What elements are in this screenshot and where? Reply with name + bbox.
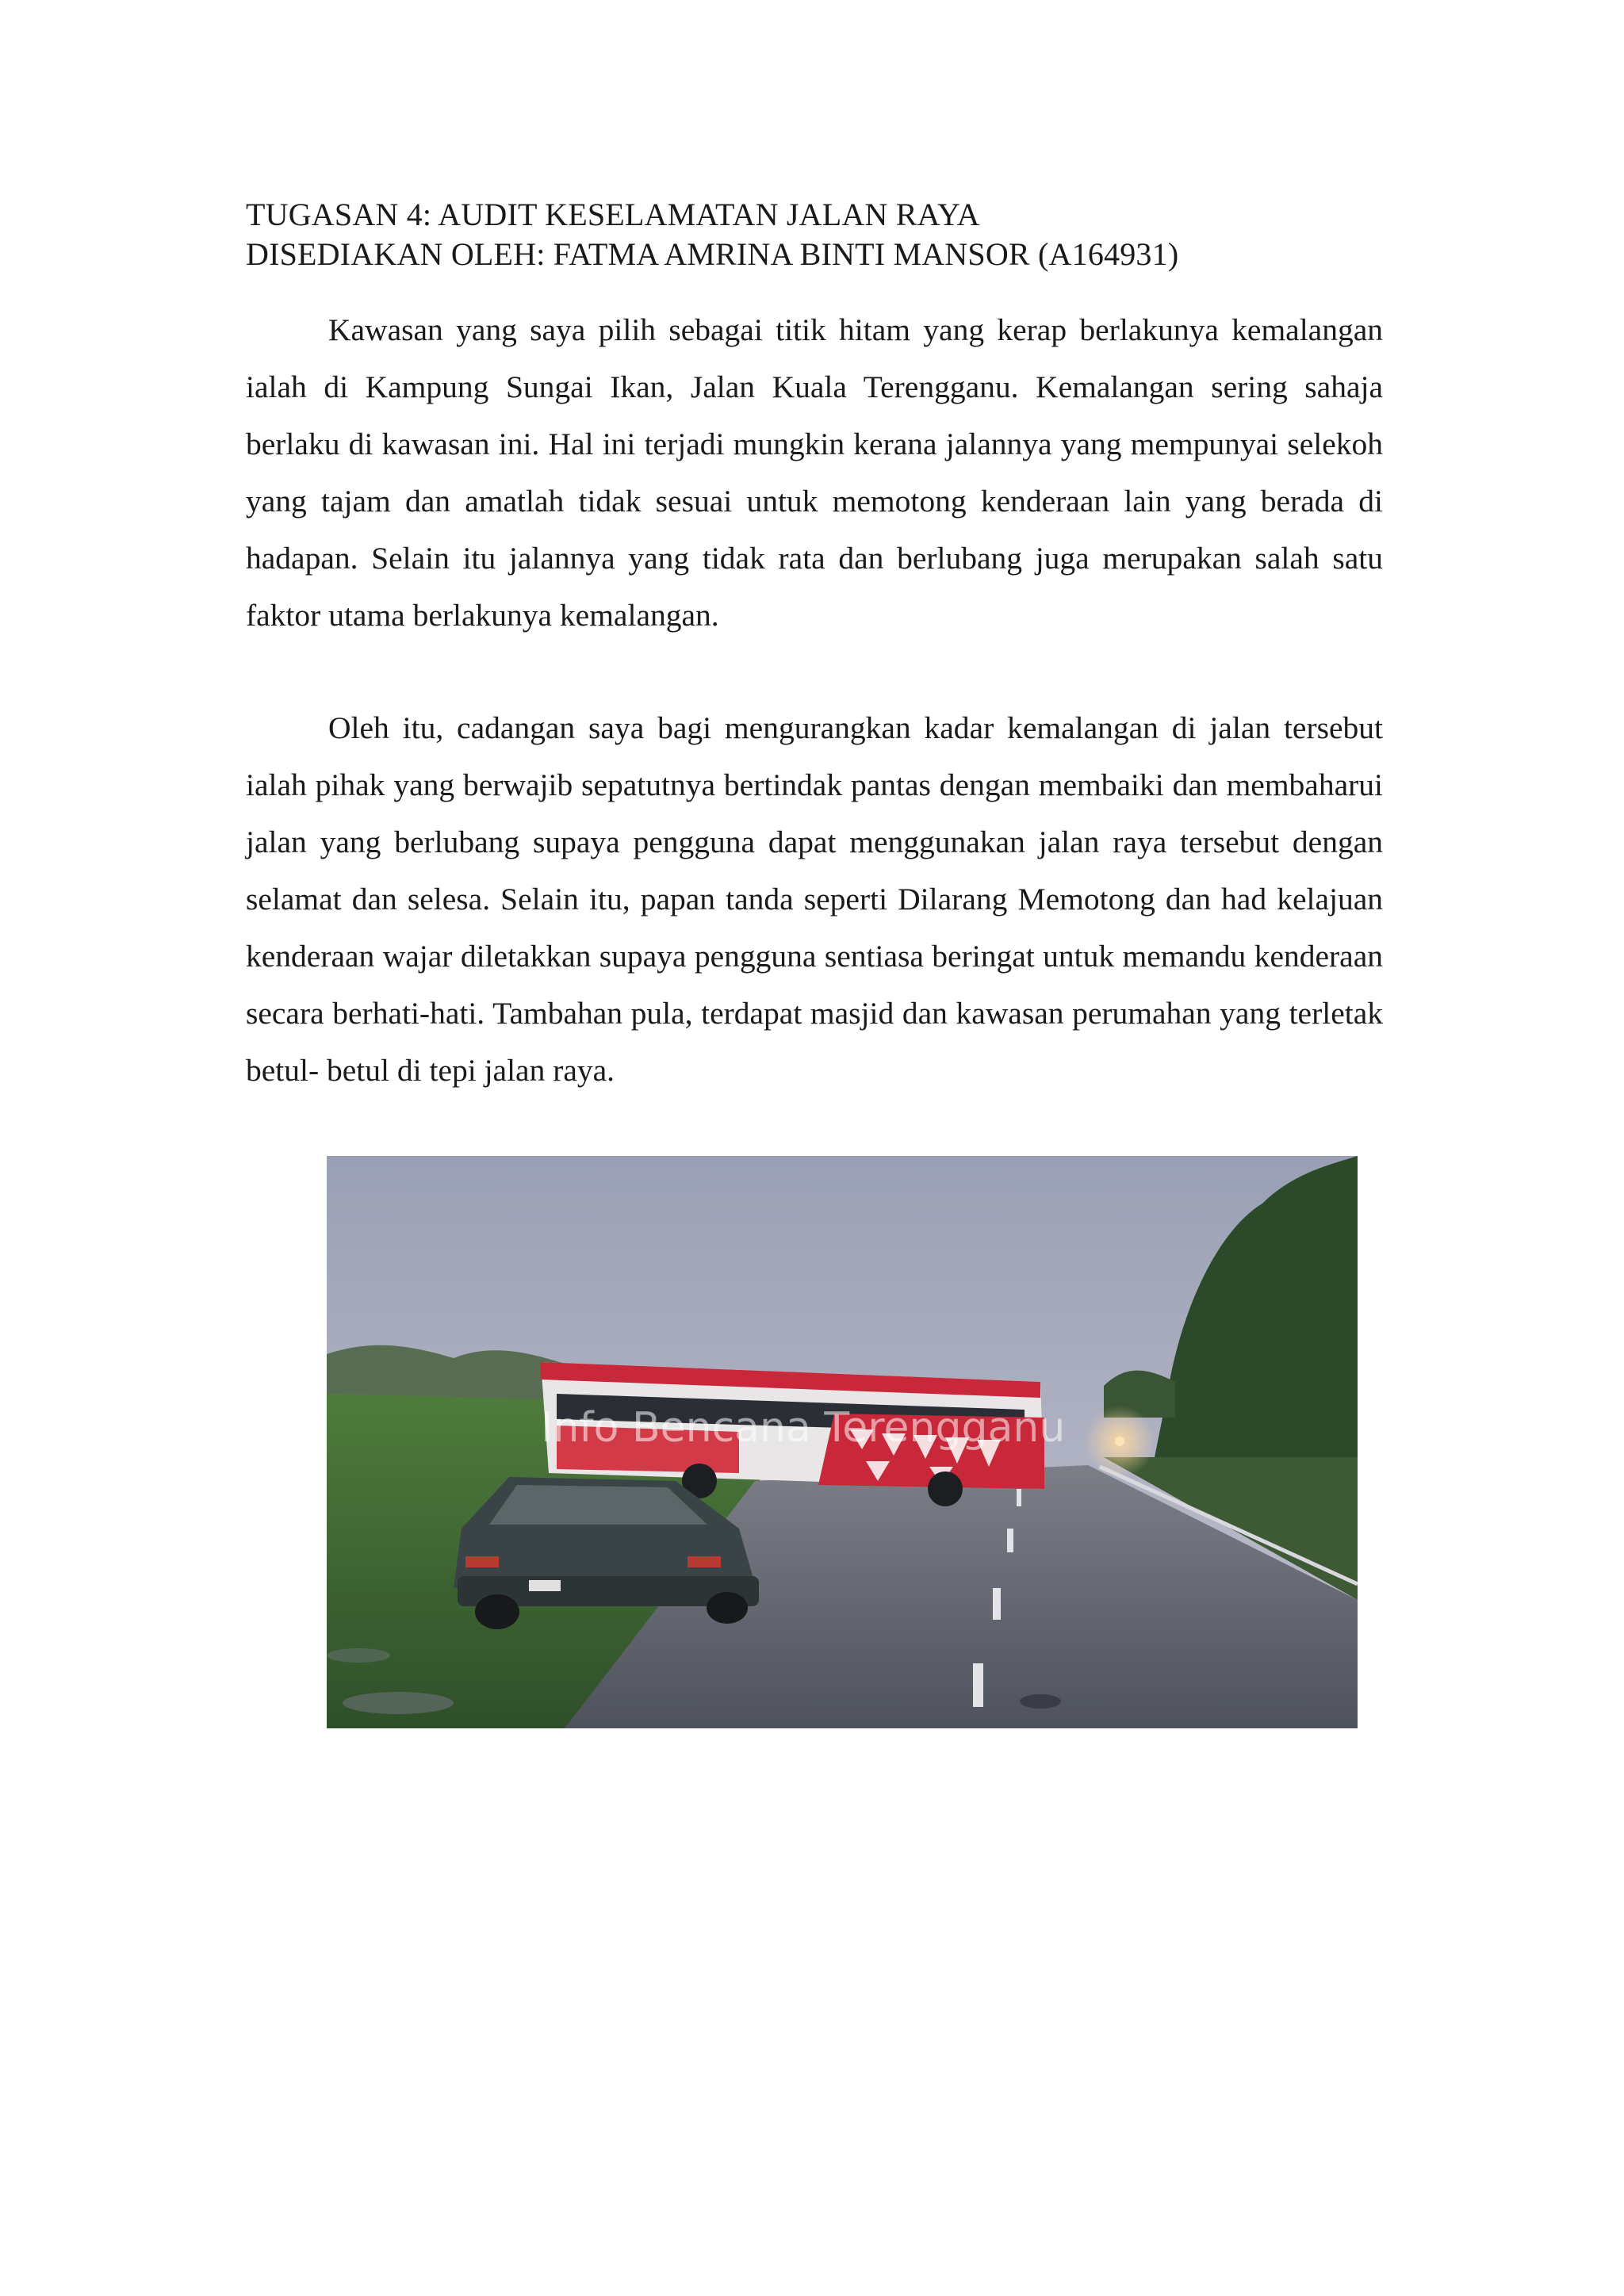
- author-line: DISEDIAKAN OLEH: FATMA AMRINA BINTI MANSOR (A164931): [246, 236, 1179, 272]
- assignment-title: TUGASAN 4: AUDIT KESELAMATAN JALAN RAYA: [246, 197, 980, 232]
- paragraph-2: Oleh itu, cadangan saya bagi mengurangkan kadar kemalangan di jalan tersebut ialah pihak yang berwajib sepatutnya bertindak pantas dengan membaiki dan membaharui jalan yang berlubang supaya pengguna dapat menggunakan jalan raya tersebut dengan selamat dan selesa. Selain itu, papan tanda seperti Dilarang Memotong dan had kelajuan kenderaan wajar diletakkan supaya pengguna sentiasa beringat untuk memandu kenderaan secara berhati-hati. Tambahan pula, terdapat masjid dan kawasan perumahan yang terletak betul- betul di tepi jalan raya.: [246, 710, 1383, 1088]
- paragraph-1: Kawasan yang saya pilih sebagai titik hitam yang kerap berlakunya kemalangan ialah di Kampung Sungai Ikan, Jalan Kuala Terengganu. Kemalangan sering sahaja berlaku di kawasan ini. Hal ini terjadi mungkin kerana jalannya yang mempunyai selekoh yang tajam dan amatlah tidak sesuai untuk memotong kenderaan lain yang berada di hadapan. Selain itu jalannya yang tidak rata dan berlubang juga merupakan salah satu faktor utama berlakunya kemalangan.: [246, 312, 1383, 633]
- accident-photo: [327, 1156, 1358, 1728]
- document-heading: [246, 195, 1396, 274]
- accident-photo-illustration: [327, 1156, 1358, 1728]
- pothole: [1020, 1694, 1061, 1709]
- photo-watermark: Info Bencana Terengganu: [541, 1404, 1066, 1452]
